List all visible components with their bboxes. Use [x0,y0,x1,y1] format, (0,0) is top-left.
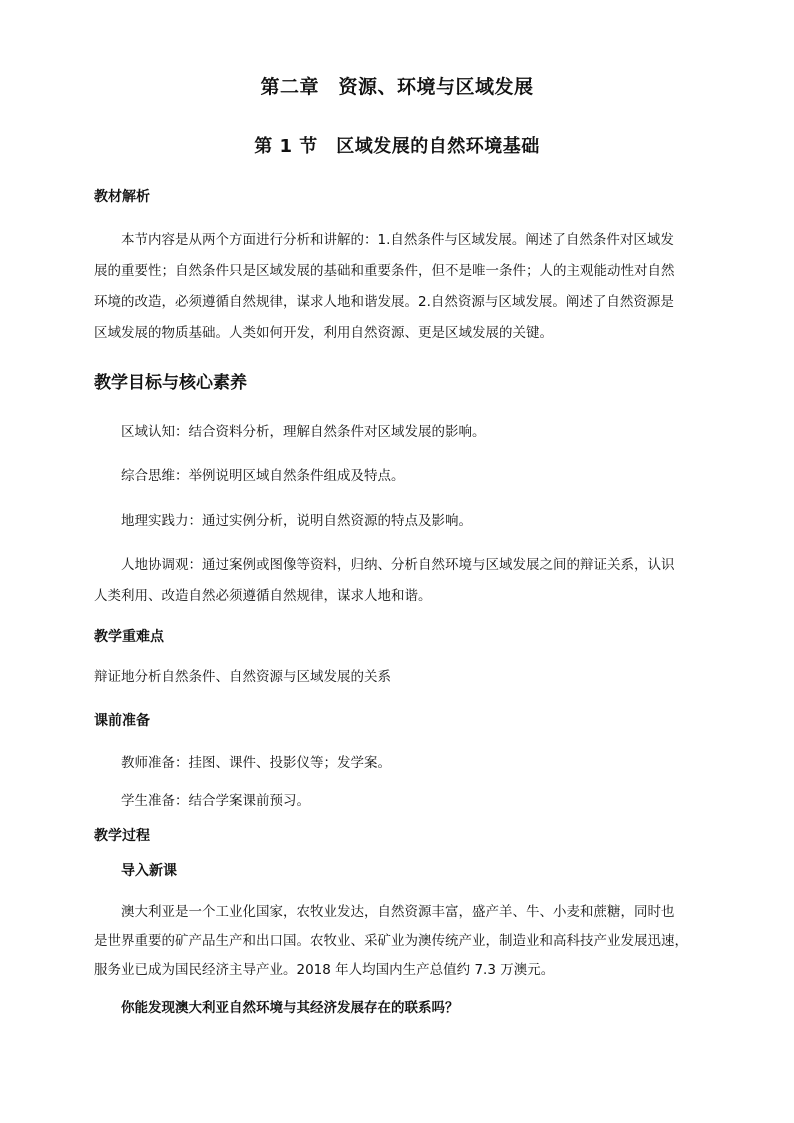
lead-question: 你能发现澳大利亚自然环境与其经济发展存在的联系吗？ [121,1000,459,1016]
intro-subheading: 导入新课 [121,863,177,879]
analysis-line-1: 本节内容是从两个方面进行分析和讲解的：1.自然条件与区域发展。阐述了自然条件对区域发 [121,232,674,248]
section-title: 第 1 节 区域发展的自然环境基础 [254,136,540,157]
objectives-heading: 教学目标与核心素养 [94,373,247,393]
analysis-line-4: 区域发展的物质基础。人类如何开发，利用自然资源、更是区域发展的关键。 [94,325,553,341]
key-points-text: 辩证地分析自然条件、自然资源与区域发展的关系 [94,669,391,685]
chapter-title: 第二章 资源、环境与区域发展 [260,76,534,98]
analysis-line-3: 环境的改造，必须遵循自然规律，谋求人地和谐发展。2.自然资源与区域发展。阐述了自然资源是 [94,294,674,310]
intro-line-2: 是世界重要的矿产品生产和出口国。农牧业、采矿业为澳传统产业，制造业和高科技产业发展迅速， [94,933,688,949]
textbook-analysis-heading: 教材解析 [94,189,150,205]
analysis-line-2: 展的重要性；自然条件只是区域发展的基础和重要条件，但不是唯一条件；人的主观能动性对自然 [94,263,675,279]
preparation-heading: 课前准备 [94,713,150,729]
teacher-preparation: 教师准备：挂图、课件、投影仪等；发学案。 [121,755,391,771]
objective-item-1: 区域认知：结合资料分析，理解自然条件对区域发展的影响。 [121,424,486,440]
intro-line-1: 澳大利亚是一个工业化国家，农牧业发达，自然资源丰富，盛产羊、牛、小麦和蔗糖，同时也 [121,904,675,920]
student-preparation: 学生准备：结合学案课前预习。 [121,793,310,809]
objective-item-3: 地理实践力：通过实例分析，说明自然资源的特点及影响。 [121,513,472,529]
process-heading: 教学过程 [94,828,150,844]
objective-item-4-line-2: 人类利用、改造自然必须遵循自然规律，谋求人地和谐。 [94,588,432,604]
objective-item-2: 综合思维：举例说明区域自然条件组成及特点。 [121,468,405,484]
key-points-heading: 教学重难点 [94,629,164,645]
intro-line-3: 服务业已成为国民经济主导产业。2018 年人均国内生产总值约 7.3 万澳元。 [94,962,555,978]
objective-item-4-line-1: 人地协调观：通过案例或图像等资料，归纳、分析自然环境与区域发展之间的辩证关系，认识 [121,557,675,573]
